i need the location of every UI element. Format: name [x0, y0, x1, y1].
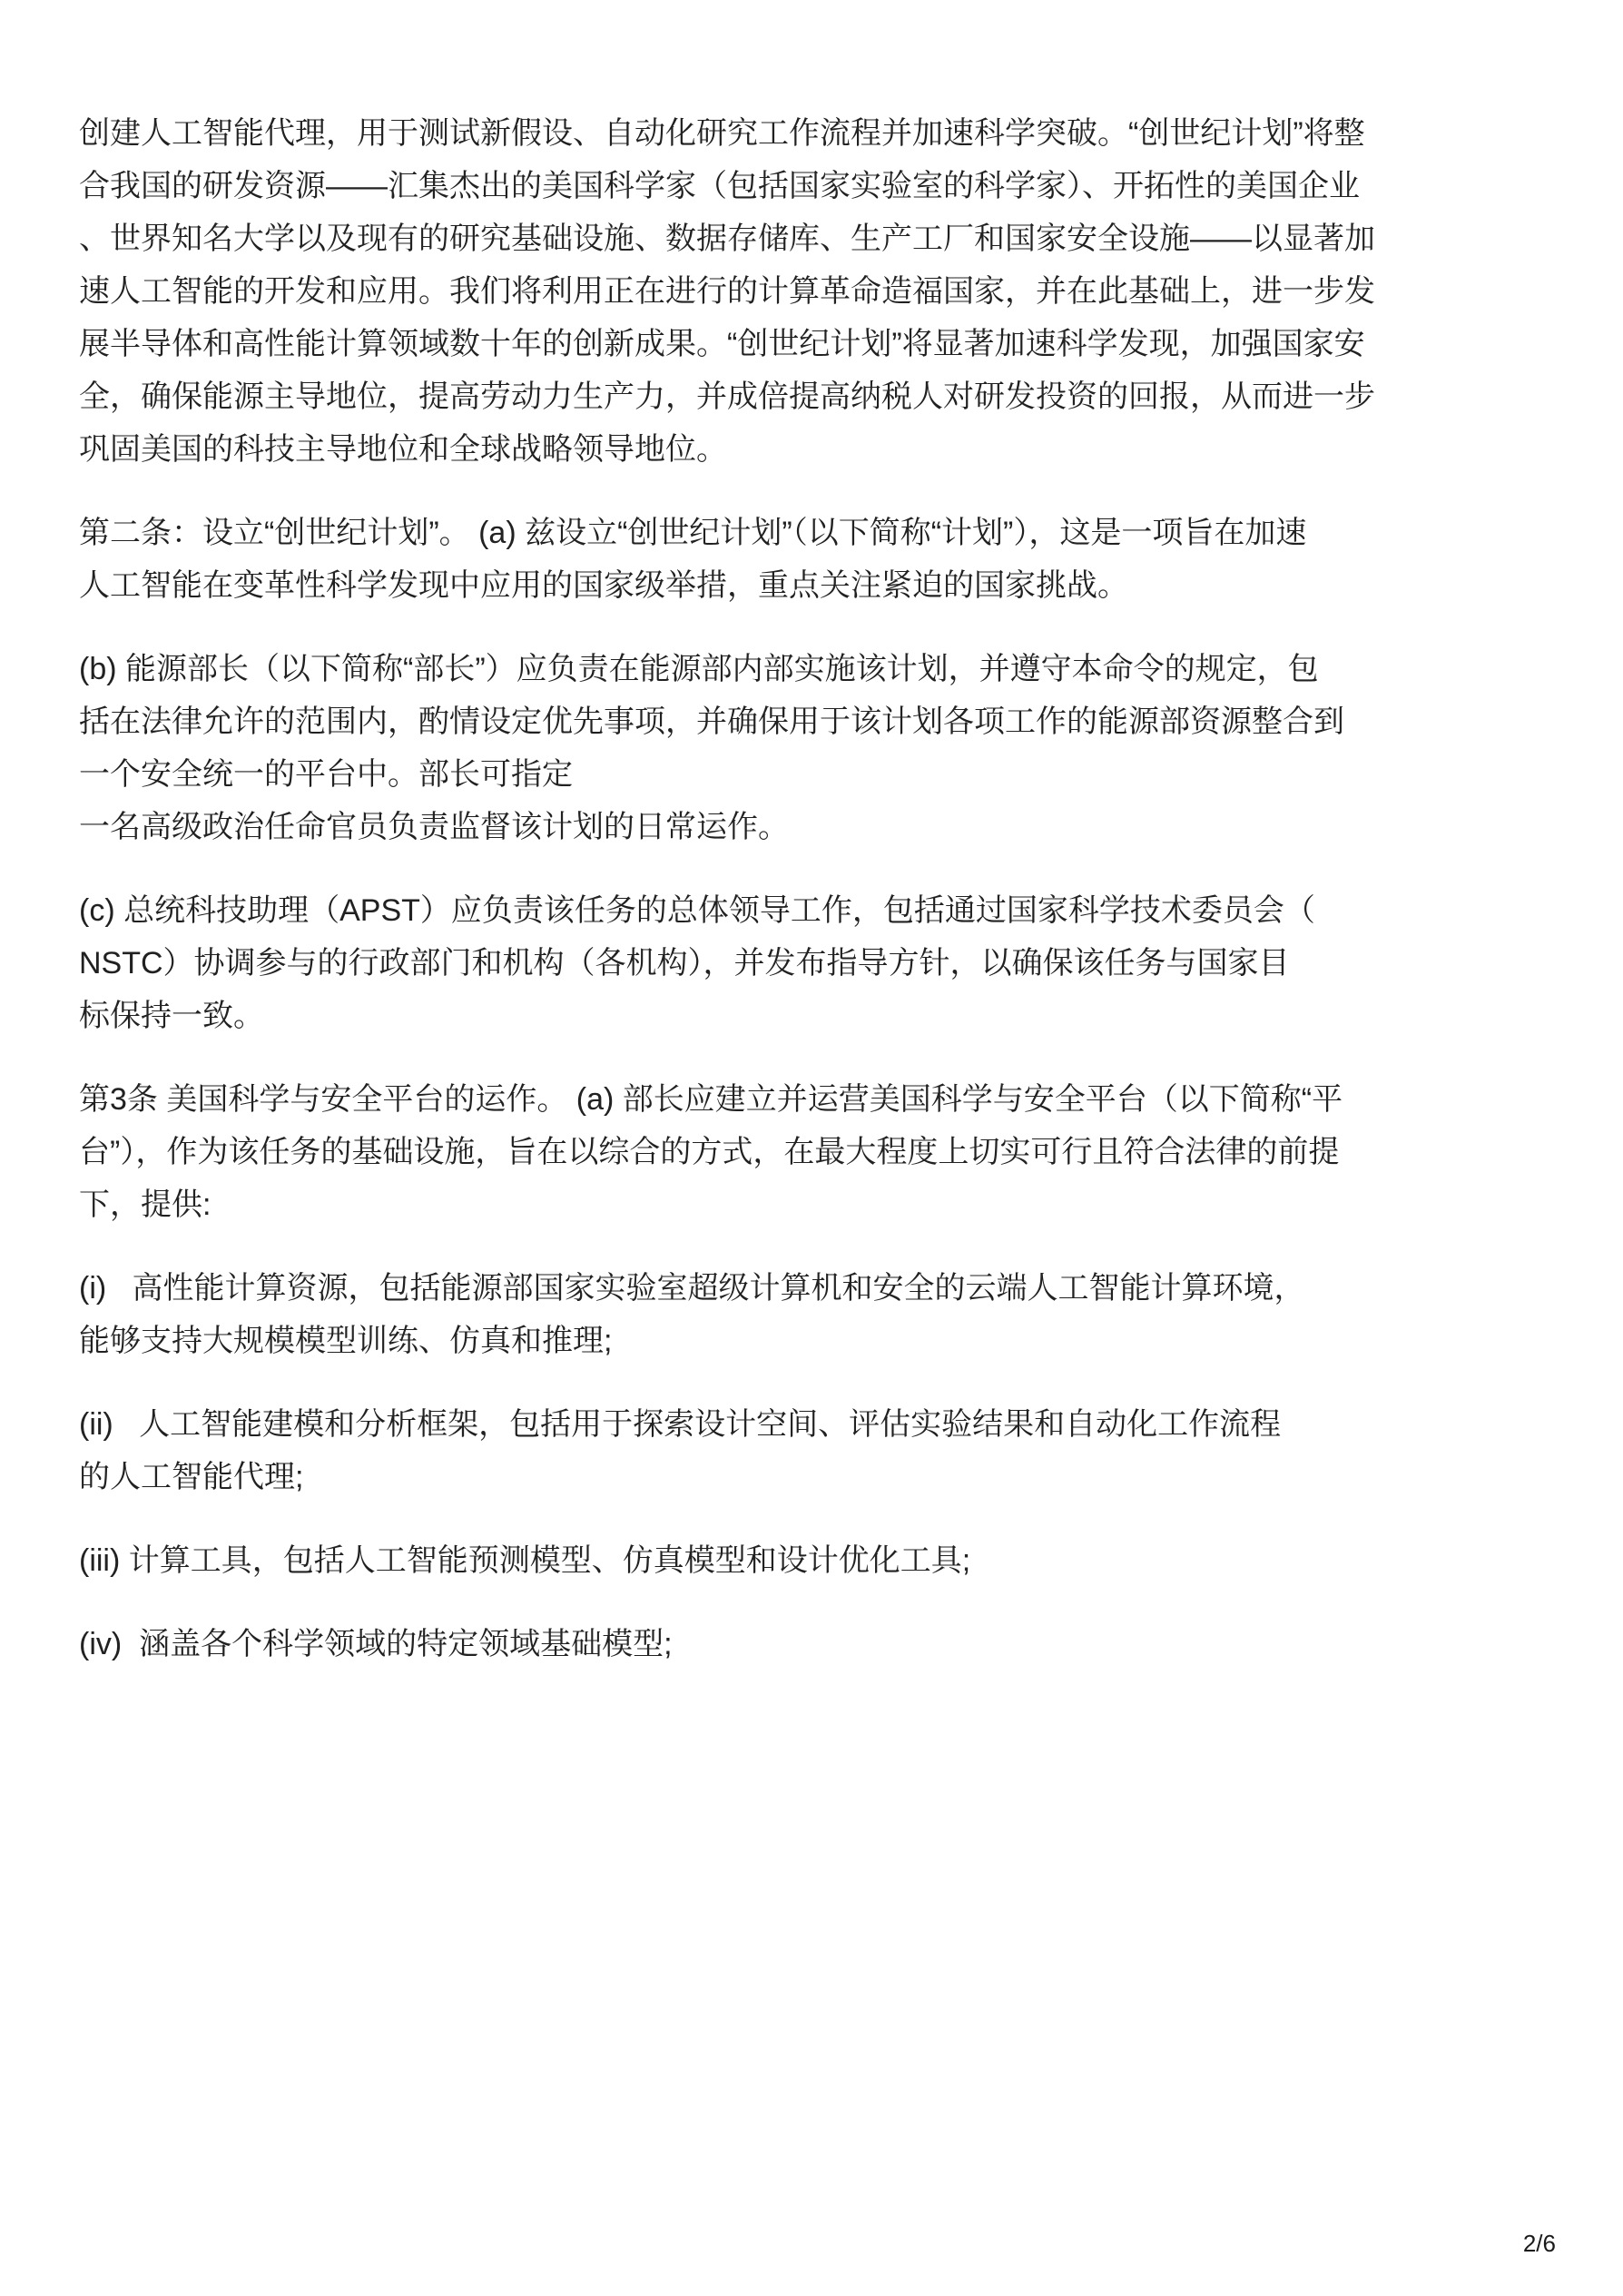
text-line: (ii) 人工智能建模和分析框架，包括用于探索设计空间、评估实验结果和自动化工作流程: [79, 1407, 1282, 1442]
text-line: 全，确保能源主导地位，提高劳动力生产力，并成倍提高纳税人对研发投资的回报，从而进一步: [79, 379, 1375, 414]
text-line: 下，提供:: [79, 1187, 211, 1222]
paragraph: [79, 507, 1551, 612]
text-line: 速人工智能的开发和应用。我们将利用正在进行的计算革命造福国家，并在此基础上，进一步发: [79, 274, 1375, 309]
paragraph: [79, 884, 1551, 1042]
paragraph: [79, 1398, 1551, 1503]
paragraph: [79, 1073, 1551, 1231]
text-line: 创建人工智能代理，用于测试新假设、自动化研究工作流程并加速科学突破。“创世纪计划”将整: [79, 116, 1365, 151]
paragraph: [79, 1618, 1551, 1670]
text-line: 展半导体和高性能计算领域数十年的创新成果。“创世纪计划”将显著加速科学发现，加强国家安: [79, 327, 1365, 361]
text-line: 第二条：设立“创世纪计划”。 (a) 兹设立“创世纪计划”（以下简称“计划”），这是一项旨在加速: [79, 516, 1307, 550]
page-number: 2/6: [1522, 2230, 1556, 2257]
text-line: 括在法律允许的范围内，酌情设定优先事项，并确保用于该计划各项工作的能源部资源整合到: [79, 705, 1344, 739]
text-line: 能够支持大规模模型训练、仿真和推理;: [79, 1324, 613, 1358]
paragraph: [79, 1262, 1551, 1367]
text-line: 第3条 美国科学与安全平台的运作。 (a) 部长应建立并运营美国科学与安全平台（以下简称“平: [79, 1082, 1343, 1117]
text-line: 标保持一致。: [79, 999, 264, 1033]
text-line: 合我国的研发资源——汇集杰出的美国科学家（包括国家实验室的科学家）、开拓性的美国企业: [79, 169, 1360, 203]
text-line: (iii) 计算工具，包括人工智能预测模型、仿真模型和设计优化工具;: [79, 1543, 971, 1578]
text-line: 的人工智能代理;: [79, 1460, 304, 1494]
paragraph: [79, 107, 1551, 476]
text-line: NSTC）协调参与的行政部门和机构（各机构），并发布指导方针，以确保该任务与国家目: [79, 946, 1290, 980]
text-line: 台”），作为该任务的基础设施，旨在以综合的方式，在最大程度上切实可行且符合法律的前提: [79, 1135, 1340, 1169]
paragraph: [79, 643, 1551, 853]
text-line: 一个安全统一的平台中。部长可指定: [79, 757, 573, 792]
text-line: (c) 总统科技助理（APST）应负责该任务的总体领导工作，包括通过国家科学技术委员会（: [79, 893, 1315, 928]
text-line: 一名高级政治任命官员负责监督该计划的日常运作。: [79, 810, 789, 844]
text-line: (i) 高性能计算资源，包括能源部国家实验室超级计算机和安全的云端人工智能计算环境，: [79, 1271, 1305, 1306]
text-line: (iv) 涵盖各个科学领域的特定领域基础模型;: [79, 1627, 673, 1661]
text-line: 、世界知名大学以及现有的研究基础设施、数据存储库、生产工厂和国家安全设施——以显著加: [79, 222, 1375, 256]
document-body: [79, 107, 1551, 1701]
paragraph: [79, 1534, 1551, 1587]
text-line: (b) 能源部长（以下简称“部长”）应负责在能源部内部实施该计划，并遵守本命令的规定，包: [79, 652, 1319, 686]
text-line: 巩固美国的科技主导地位和全球战略领导地位。: [79, 432, 727, 467]
text-line: 人工智能在变革性科学发现中应用的国家级举措，重点关注紧迫的国家挑战。: [79, 568, 1128, 603]
